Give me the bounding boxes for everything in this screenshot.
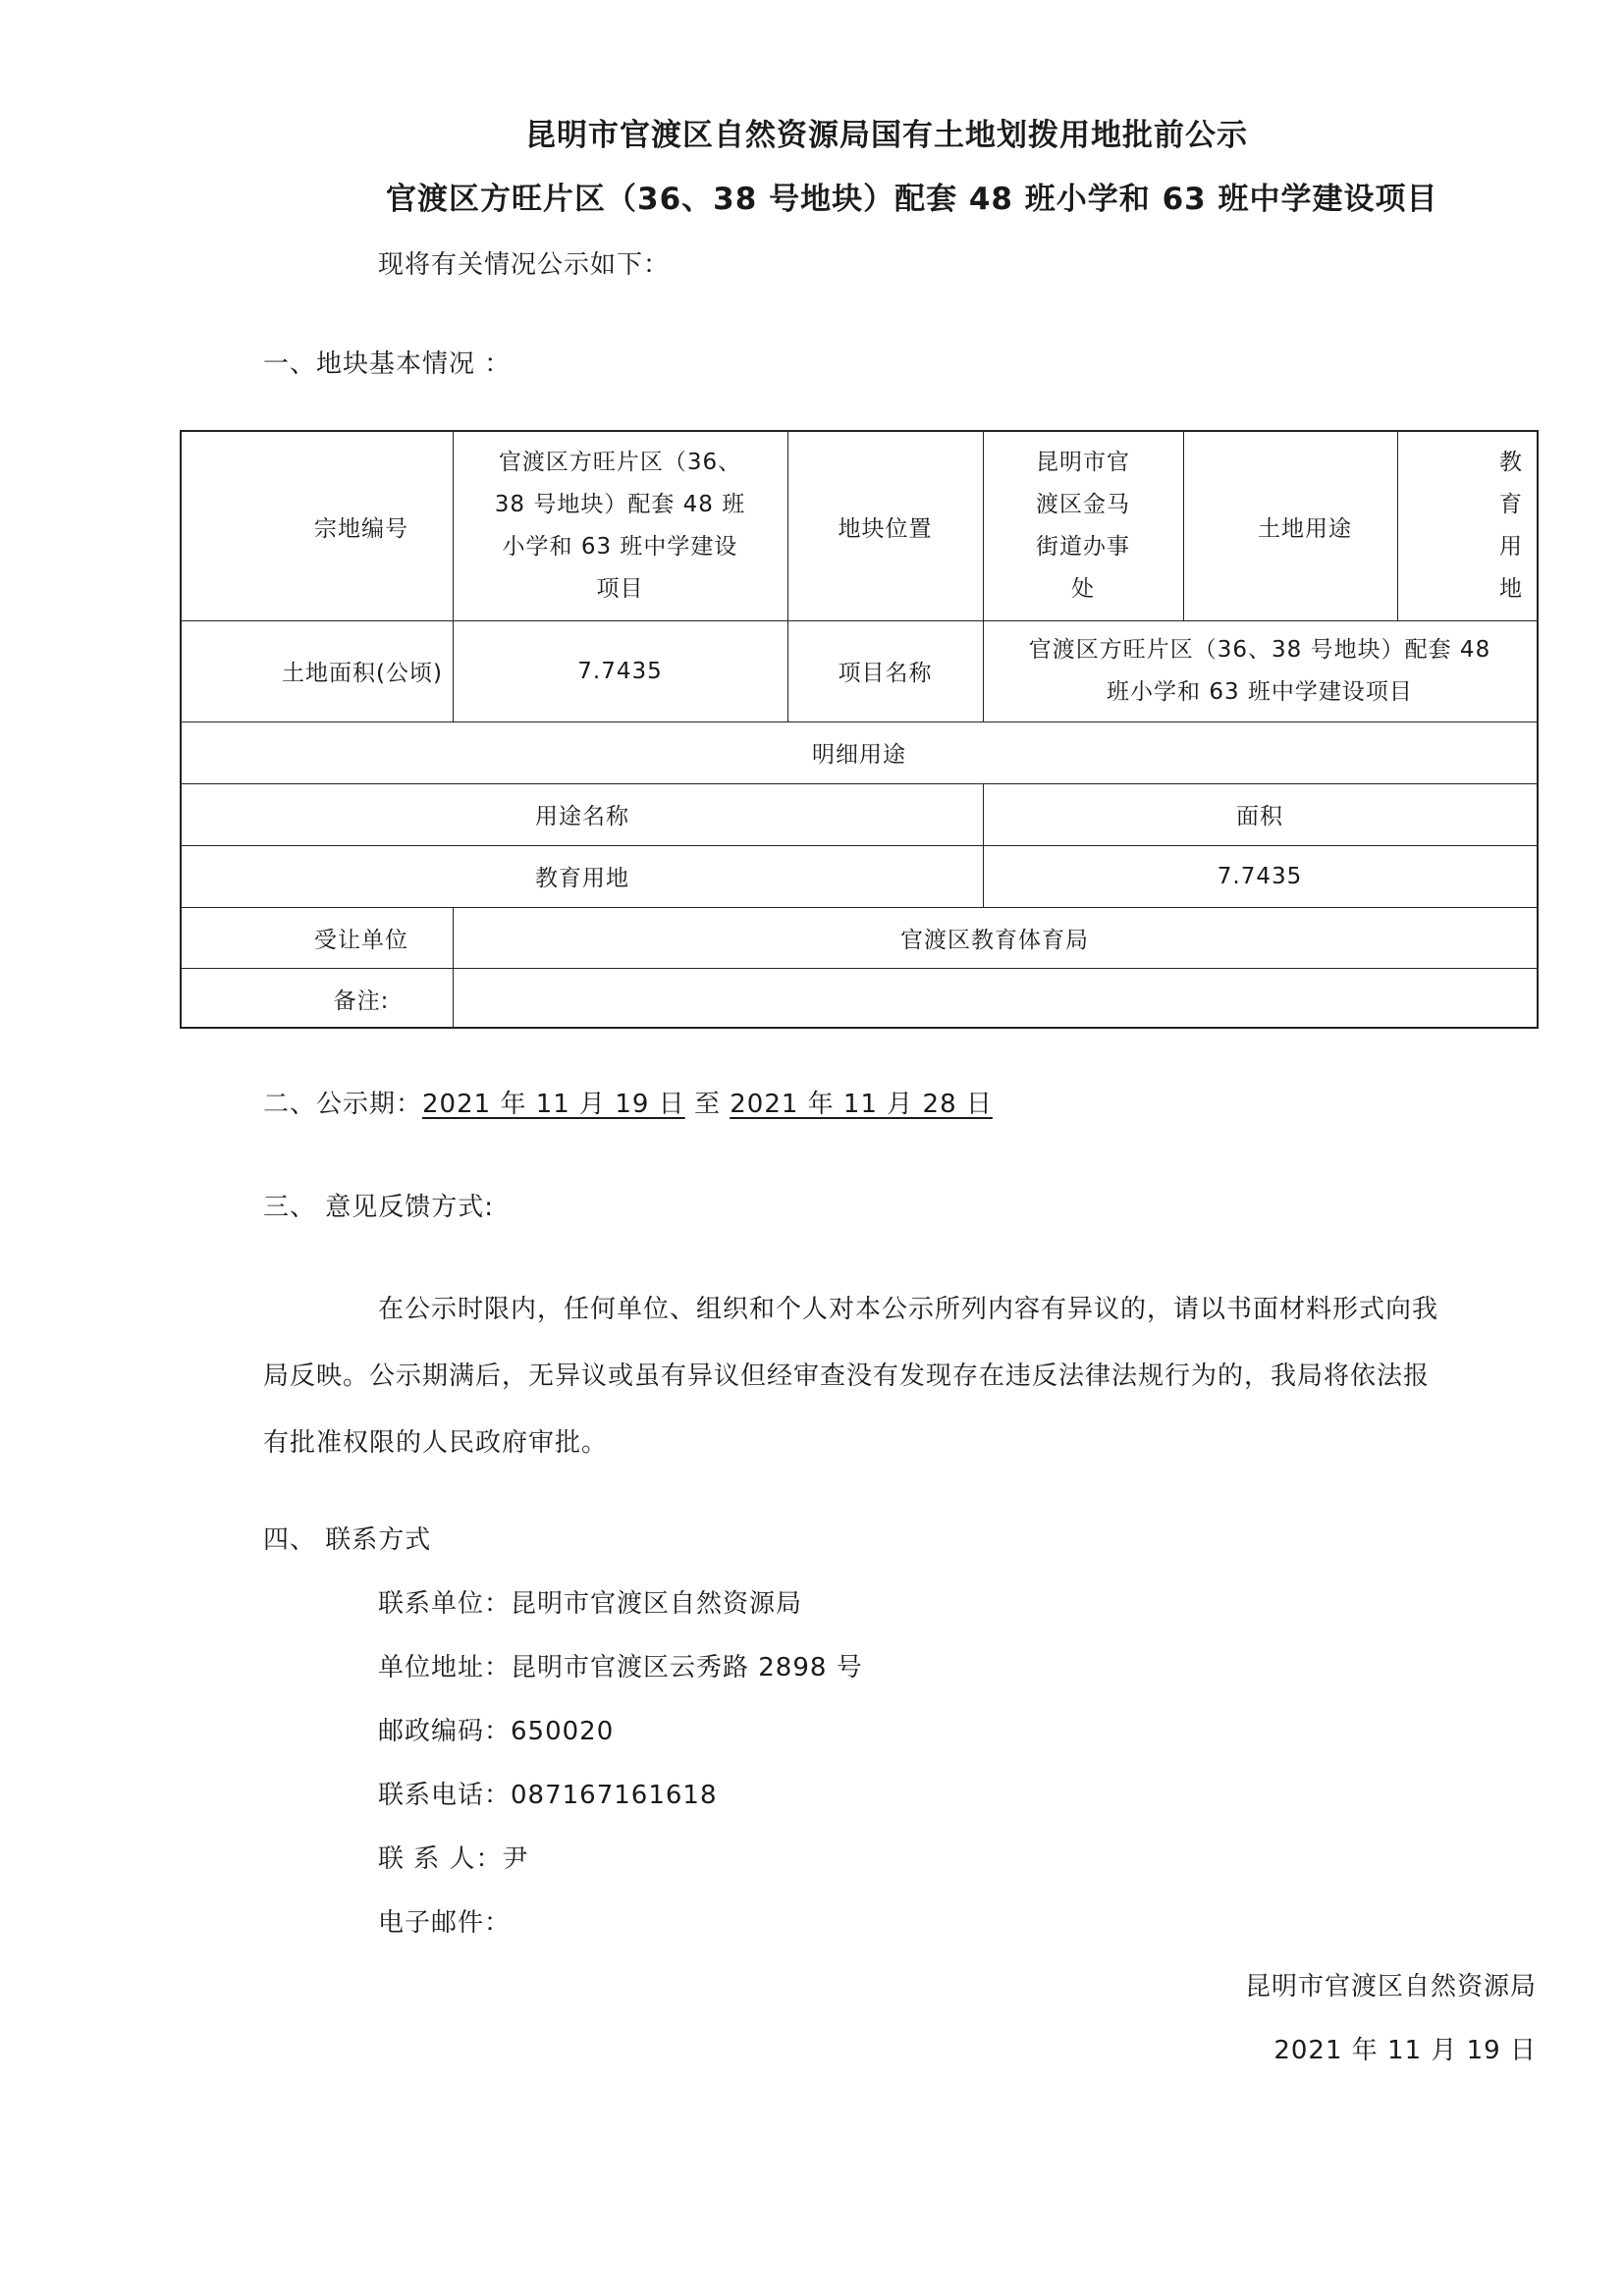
location-label: 地块位置	[838, 515, 933, 542]
area-label: 土地面积(公顷)	[282, 661, 443, 686]
land-use-value: 教 育 用 地	[1499, 450, 1523, 602]
recipient-value: 官渡区教育体育局	[900, 927, 1089, 953]
recipient-label: 受让单位	[314, 927, 408, 953]
section4-heading: 四、 联系方式	[263, 1525, 432, 1555]
contact-unit: 联系单位：昆明市官渡区自然资源局	[378, 1589, 803, 1619]
area-column-header: 面积	[1236, 804, 1283, 829]
section2-line	[263, 1084, 993, 1120]
parcel-info-table	[180, 430, 1539, 1029]
document-title: 昆明市官渡区自然资源局国有土地划拨用地批前公示	[525, 118, 1248, 153]
signature-date: 2021 年 11 月 19 日	[1273, 2036, 1537, 2065]
contact-person: 联 系 人：尹	[378, 1844, 529, 1874]
section2-to: 至	[693, 1090, 721, 1119]
notice-start-date: 2021 年 11 月 19 日	[422, 1090, 685, 1119]
area-value: 7.7435	[577, 658, 663, 684]
feedback-paragraph-line-1: 在公示时限内，任何单位、组织和个人对本公示所列内容有异议的，请以书面材料形式向我	[378, 1295, 1439, 1324]
contact-email: 电子邮件：	[378, 1908, 512, 1938]
intro-text: 现将有关情况公示如下：	[378, 250, 671, 280]
signature-org: 昆明市官渡区自然资源局	[1244, 1972, 1537, 2002]
feedback-paragraph-line-2: 局反映。公示期满后，无异议或虽有异议但经审查没有发现存在违反法律法规行为的，我局将依法报	[263, 1362, 1431, 1391]
use-area-cell: 7.7435	[1217, 863, 1303, 889]
contact-postcode: 邮政编码：650020	[378, 1717, 615, 1746]
use-name-cell: 教育用地	[535, 866, 629, 891]
remarks-value	[453, 968, 1537, 1029]
contact-phone: 联系电话：087167161618	[378, 1781, 718, 1810]
project-name-value: 官渡区方旺片区（36、38 号地块）配套 48 班小学和 63 班中学建设项目	[1028, 636, 1491, 705]
contact-address: 单位地址：昆明市官渡区云秀路 2898 号	[378, 1653, 863, 1682]
land-use-label: 土地用途	[1258, 515, 1352, 542]
parcel-no-label: 宗地编号	[314, 515, 408, 542]
section1-heading: 一、地块基本情况 ：	[263, 349, 512, 379]
location-value: 昆明市官 渡区金马 街道办事 处	[1036, 450, 1130, 602]
section3-heading: 三、 意见反馈方式:	[263, 1193, 495, 1222]
notice-end-date: 2021 年 11 月 28 日	[730, 1090, 993, 1119]
remarks-label: 备注:	[333, 988, 390, 1014]
document-subtitle: 官渡区方旺片区（36、38 号地块）配套 48 班小学和 63 班中学建设项目	[386, 182, 1438, 217]
project-name-label: 项目名称	[838, 661, 933, 686]
detail-use-header: 明细用途	[812, 742, 906, 768]
use-name-column-header: 用途名称	[535, 804, 629, 829]
feedback-paragraph-line-3: 有批准权限的人民政府审批。	[263, 1428, 609, 1458]
section2-prefix: 二、公示期：	[263, 1090, 423, 1119]
parcel-no-value: 官渡区方旺片区（36、 38 号地块）配套 48 班 小学和 63 班中学建设 项目	[494, 450, 746, 602]
